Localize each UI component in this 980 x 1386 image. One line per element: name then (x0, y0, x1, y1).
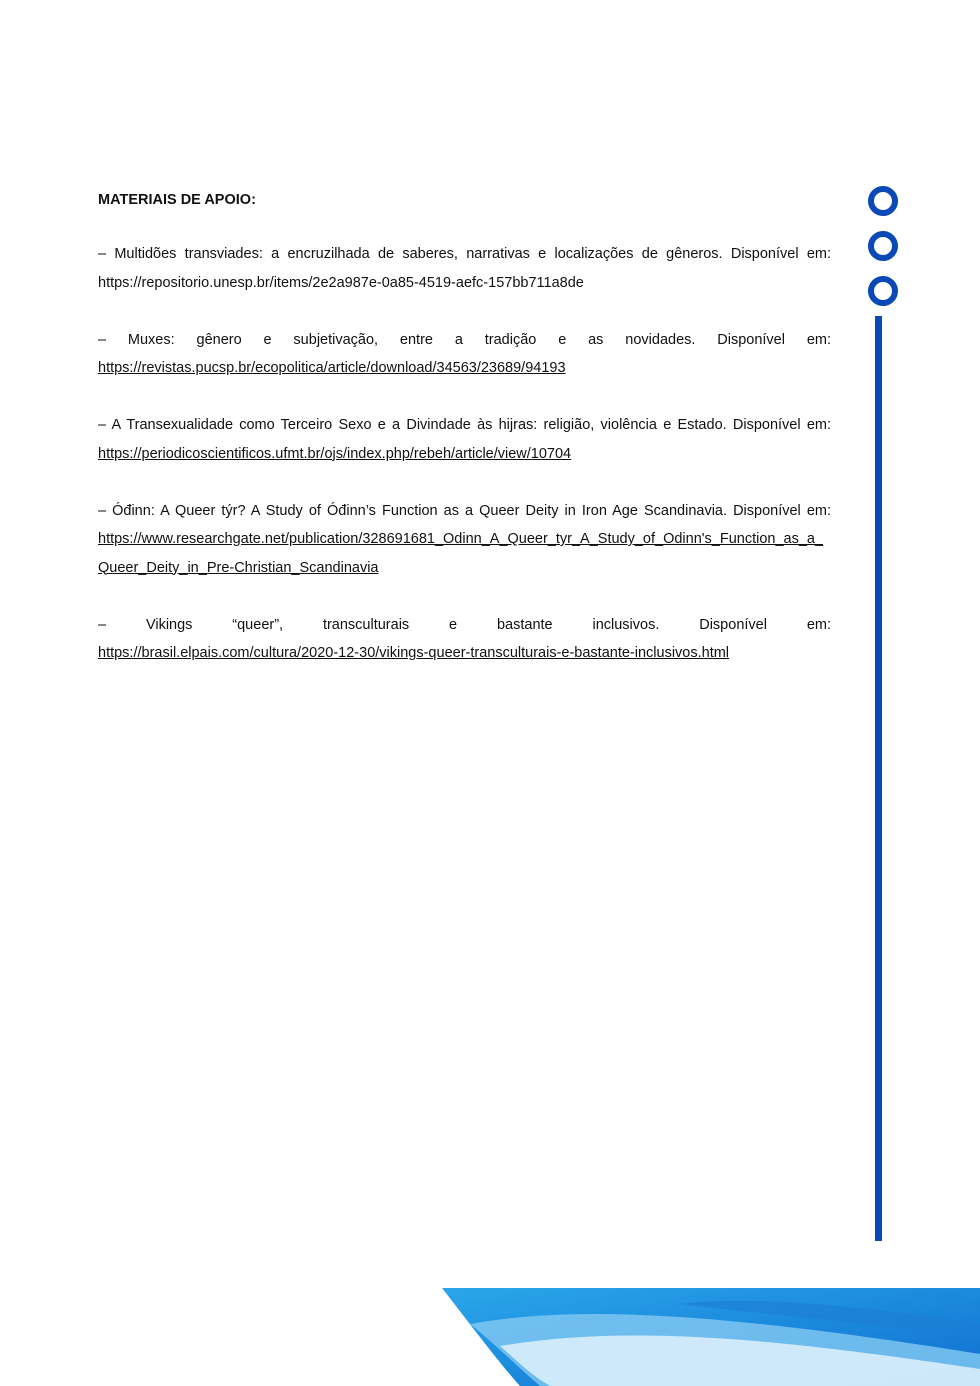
reference-item (98, 326, 831, 383)
reference-url: https://repositorio.unesp.br/items/2e2a987e-0a85-4519-aefc-157bb711a8de (98, 274, 584, 291)
reference-link[interactable]: https://revistas.pucsp.br/ecopolitica/article/download/34563/23689/94193 (98, 360, 566, 376)
section-heading: MATERIAIS DE APOIO: (98, 192, 256, 208)
ring-icon (868, 276, 898, 306)
reference-link[interactable]: https://www.researchgate.net/publication/328691681_Odinn_A_Queer_tyr_A_Study_of_Odinn's_Function_as_a_Queer_Deity_in_Pre-Christian_Scandinavia (98, 531, 824, 576)
wave-decoration (430, 1284, 980, 1386)
reference-description: – Multidões transviades: a encruzilhada de saberes, narrativas e localizações de gêneros. Disponível em: (98, 246, 831, 262)
reference-description: – Muxes: gênero e subjetivação, entre a tradição e as novidades. Disponível em: (98, 331, 831, 348)
reference-description: – A Transexualidade como Terceiro Sexo e a Divindade às hijras: religião, violência e Estado. Disponível em: (98, 417, 831, 433)
document-body (98, 188, 831, 696)
reference-item (98, 497, 831, 583)
reference-item (98, 611, 831, 668)
reference-link[interactable]: https://periodicoscientificos.ufmt.br/ojs/index.php/rebeh/article/view/10704 (98, 445, 572, 462)
decorative-vertical-line (875, 316, 882, 1241)
reference-item (98, 240, 831, 297)
reference-item (98, 411, 831, 468)
ring-icon (868, 231, 898, 261)
reference-description: – Óđinn: A Queer týr? A Study of Óđinn’s Function as a Queer Deity in Iron Age Scandinavia. Disponível em: (98, 502, 831, 519)
ring-icon (868, 186, 898, 216)
reference-link[interactable]: https://brasil.elpais.com/cultura/2020-12-30/vikings-queer-transculturais-e-bastante-inclusivos.html (98, 645, 730, 661)
reference-description: – Vikings “queer”, transculturais e bastante inclusivos. Disponível em: (98, 616, 831, 633)
